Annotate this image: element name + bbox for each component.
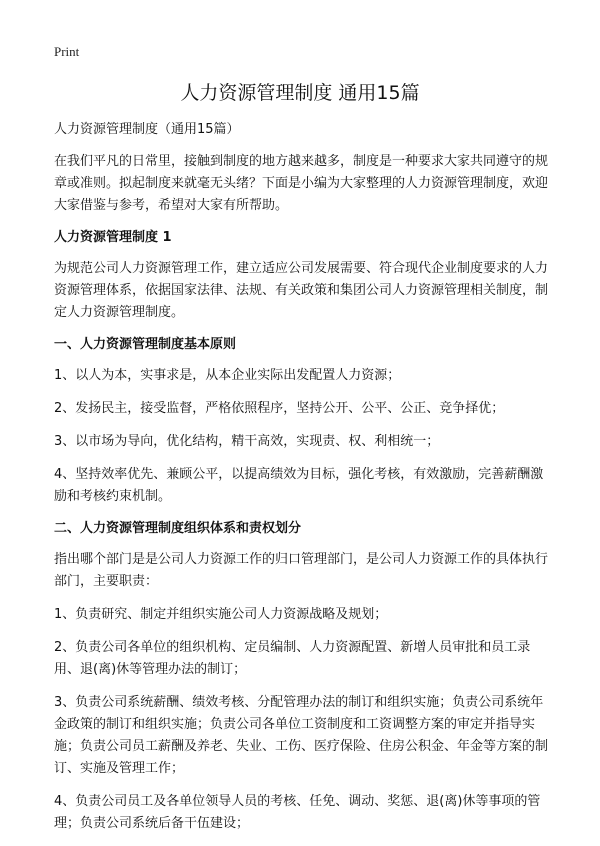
list-item: 1、以人为本，实事求是，从本企业实际出发配置人力资源； bbox=[54, 368, 401, 383]
list-item: 4、负责公司员工及各单位领导人员的考核、任免、调动、奖惩、退(离)休等事项的管理；负责公司系统后备干伍建设； bbox=[54, 794, 541, 831]
list-item: 1、负责研究、制定并组织实施公司人力资源战略及规划； bbox=[54, 607, 388, 622]
page-title: 人力资源管理制度 通用15篇 bbox=[180, 82, 420, 104]
list-item: 2、发扬民主，接受监督，严格依照程序，坚持公开、公平、公正、竞争择优； bbox=[54, 401, 505, 416]
section-intro-paragraph: 指出哪个部门是是公司人力资源工作的归口管理部门，是公司人力资源工作的具体执行部门，主要职责： bbox=[54, 552, 549, 589]
section-heading: 一、人力资源管理制度基本原则 bbox=[54, 337, 237, 352]
list-item: 2、负责公司各单位的组织机构、定员编制、人力资源配置、新增人员审批和员工录用、退(离)休等管理办法的制订； bbox=[54, 640, 531, 677]
list-item: 3、以市场为导向，优化结构，精干高效，实现责、权、利相统一； bbox=[54, 434, 440, 449]
print-label: Print bbox=[54, 44, 80, 59]
section-heading: 二、人力资源管理制度组织体系和责权划分 bbox=[54, 521, 302, 536]
document-body bbox=[54, 120, 548, 846]
article-intro-paragraph: 为规范公司人力资源管理工作，建立适应公司发展需要、符合现代企业制度要求的人力资源管理体系，依据国家法律、法规、有关政策和集团公司人力资源管理相关制度，制定人力资源管理制度。 bbox=[54, 261, 549, 320]
intro-paragraph: 在我们平凡的日常里，接触到制度的地方越来越多，制度是一种要求大家共同遵守的规章或准则。拟起制度来就毫无头绪？下面是小编为大家整理的人力资源管理制度，欢迎大家借鉴与参考，希望对大家有所帮助。 bbox=[54, 154, 549, 213]
document-subtitle: 人力资源管理制度（通用15篇） bbox=[54, 122, 240, 137]
list-item: 3、负责公司系统薪酬、绩效考核、分配管理办法的制订和组织实施；负责公司系统年金政策的制订和组织实施；负责公司各单位工资制度和工资调整方案的审定并指导实施；负责公司员工薪酬及养老、失业、工伤、医疗保险、住房公积金、年金等方案的制订、实施及管理工作； bbox=[54, 695, 549, 776]
article-heading: 人力资源管理制度 1 bbox=[54, 230, 172, 245]
list-item: 4、坚持效率优先、兼顾公平，以提高绩效为目标，强化考核，有效激励，完善薪酬激励和考核约束机制。 bbox=[54, 467, 544, 504]
